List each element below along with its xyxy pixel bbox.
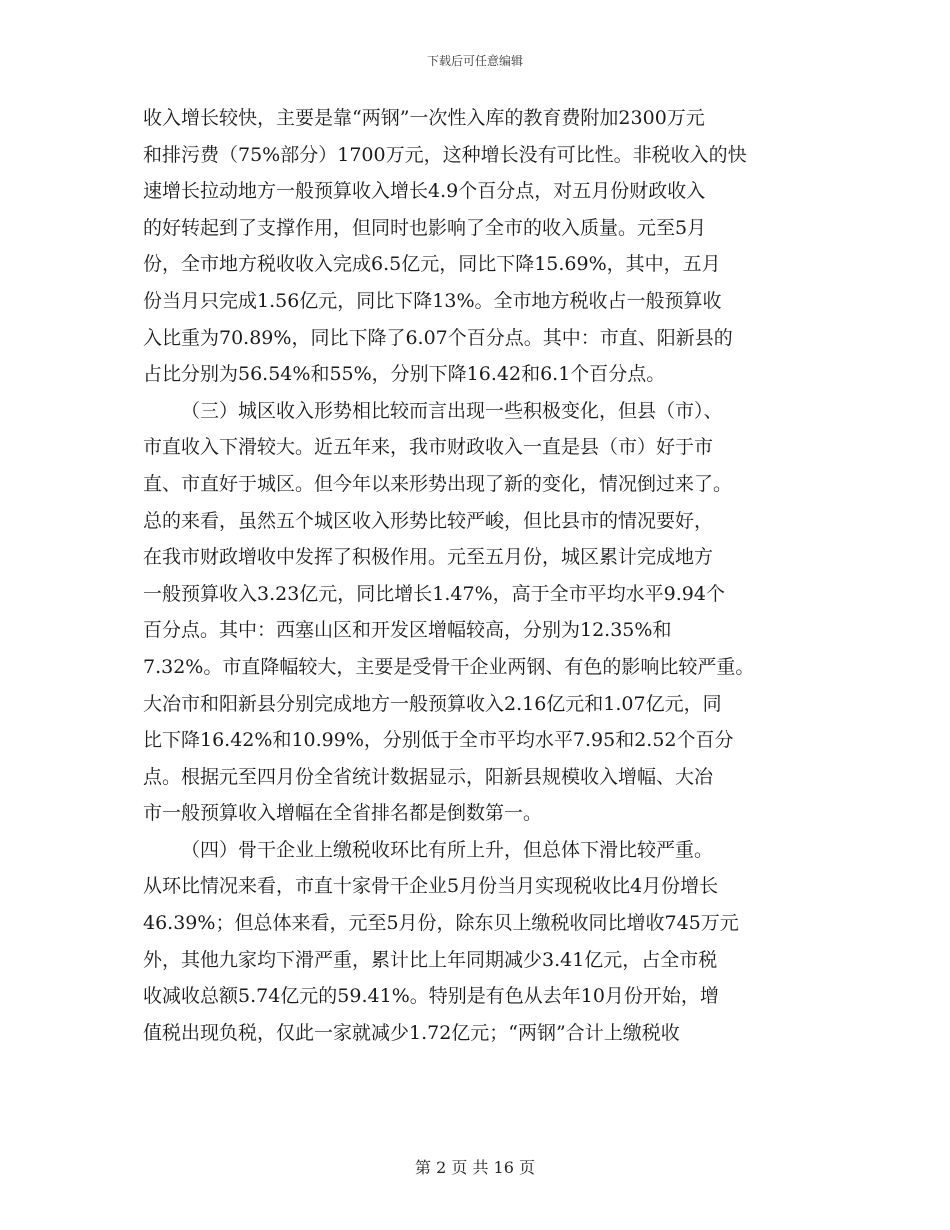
text-line: 的好转起到了支撑作用，但同时也影响了全市的收入质量。元至5月	[143, 216, 707, 239]
text-line: 和排污费（75%部分）1700万元，这种增长没有可比性。非税收入的快	[143, 143, 747, 166]
text-line: 市直收入下滑较大。近五年来，我市财政收入一直是县（市）好于市	[143, 436, 714, 459]
text-line: 份当月只完成1.56亿元，同比下降13%。全市地方税收占一般预算收	[143, 289, 722, 312]
page-header-note: 下载后可任意编辑	[426, 54, 523, 68]
text-line: 市一般预算收入增幅在全省排名都是倒数第一。	[143, 802, 543, 825]
text-line: 收减收总额5.74亿元的59.41%。特别是有色从去年10月份开始，增	[143, 985, 719, 1008]
text-line: 一般预算收入3.23亿元，同比增长1.47%，高于全市平均水平9.94个	[143, 582, 725, 605]
text-line: 46.39%；但总体来看，元至5月份，除东贝上缴税收同比增收745万元	[143, 912, 739, 935]
text-line: 从环比情况来看，市直十家骨干企业5月份当月实现税收比4月份增长	[143, 875, 719, 898]
text-line: 外，其他九家均下滑严重，累计比上年同期减少3.41亿元，占全市税	[143, 948, 718, 971]
text-line: 速增长拉动地方一般预算收入增长4.9个百分点，对五月份财政收入	[143, 180, 706, 203]
page-number-footer: 第 2 页 共 16 页	[415, 1158, 535, 1177]
text-line: 占比分别为56.54%和55%，分别下降16.42和6.1个百分点。	[143, 363, 666, 386]
text-line: 份，全市地方税收收入完成6.5亿元，同比下降15.69%，其中，五月	[143, 253, 721, 276]
text-line: 直、市直好于城区。但今年以来形势出现了新的变化，情况倒过来了。	[143, 472, 733, 495]
text-line: （三）城区收入形势相比较而言出现一些积极变化，但县（市）、	[181, 399, 723, 422]
text-line: 入比重为70.89%，同比下降了6.07个百分点。其中：市直、阳新县的	[143, 326, 733, 349]
document-body	[143, 100, 813, 1051]
text-line: 点。根据元至四月份全省统计数据显示，阳新县规模收入增幅、大冶	[143, 765, 714, 788]
text-line: 比下降16.42%和10.99%，分别低于全市平均水平7.95和2.52个百分	[143, 729, 734, 752]
text-line: 在我市财政增收中发挥了积极作用。元至五月份，城区累计完成地方	[143, 546, 714, 569]
text-line: （四）骨干企业上缴税收环比有所上升，但总体下滑比较严重。	[181, 838, 714, 861]
text-line: 总的来看，虽然五个城区收入形势比较严峻，但比县市的情况要好，	[143, 509, 714, 532]
text-line: 7.32%。市直降幅较大，主要是受骨干企业两钢、有色的影响比较严重。	[143, 655, 755, 678]
text-line: 收入增长较快，主要是靠“两钢”一次性入库的教育费附加2300万元	[143, 107, 705, 129]
text-line: 值税出现负税，仅此一家就减少1.72亿元；“两钢”合计上缴税收	[143, 1021, 680, 1044]
text-line: 大冶市和阳新县分别完成地方一般预算收入2.16亿元和1.07亿元，同	[143, 692, 722, 715]
text-line: 百分点。其中：西塞山区和开发区增幅较高，分别为12.35%和	[143, 619, 672, 642]
